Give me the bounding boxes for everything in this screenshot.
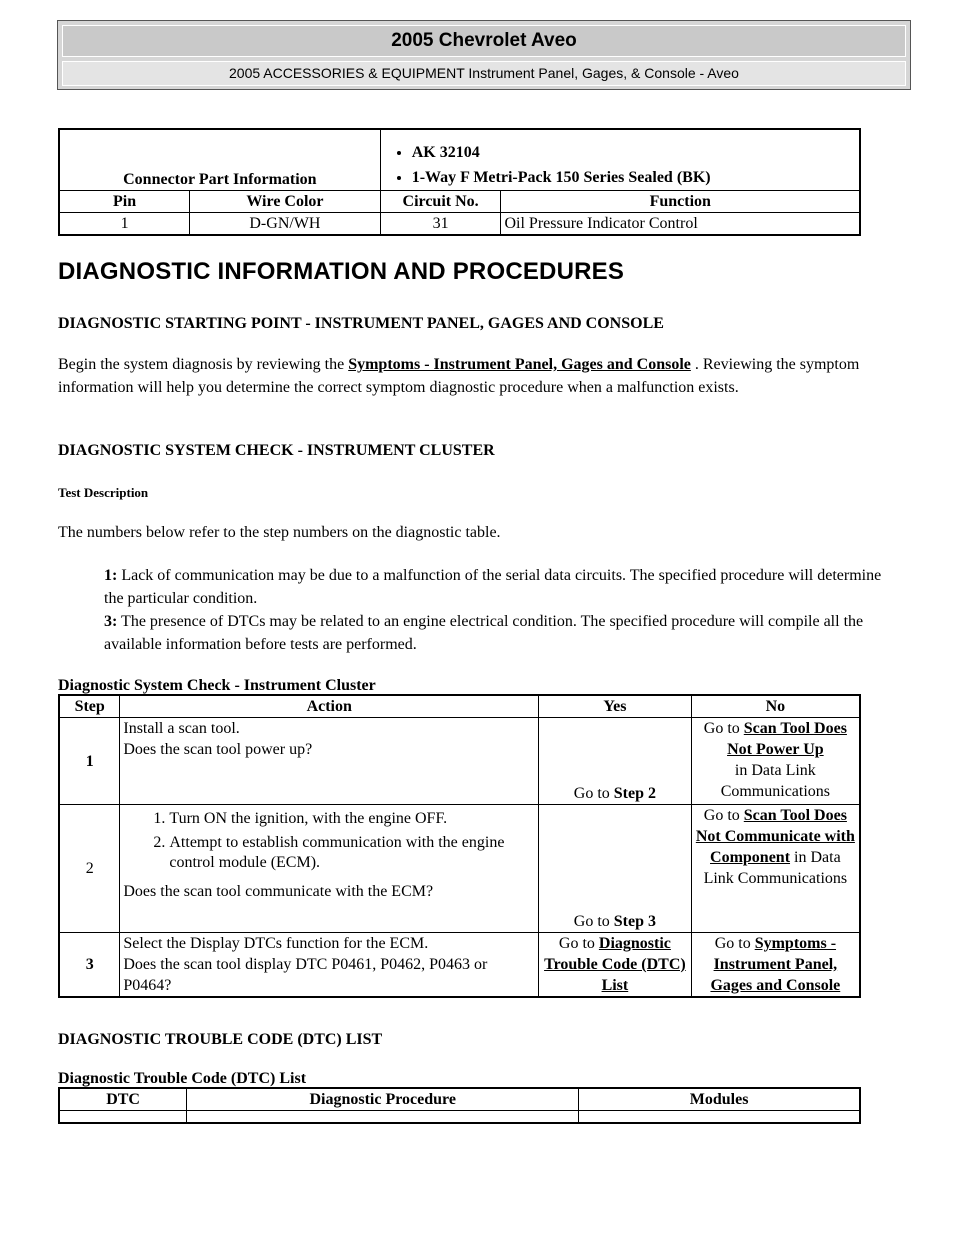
- starting-point-paragraph: [58, 353, 908, 399]
- yes-cell: [539, 718, 692, 805]
- cell-wire-color: D-GN/WH: [190, 213, 381, 236]
- connector-table: [58, 128, 861, 236]
- yes-step: Step 3: [613, 913, 657, 930]
- cell-circuit: 31: [380, 213, 501, 236]
- connector-parts-cell: [380, 129, 860, 191]
- dtc-cell: [59, 1111, 187, 1123]
- col-header-dtc: DTC: [59, 1088, 187, 1111]
- table-row: [59, 805, 860, 933]
- test-description-intro: The numbers below refer to the step numbers on the diagnostic table.: [58, 524, 501, 541]
- no-prefix: Go to: [703, 720, 744, 737]
- modules-cell: [579, 1111, 860, 1123]
- col-header-no: No: [691, 695, 860, 718]
- page-header: [57, 20, 911, 90]
- system-check-heading: DIAGNOSTIC SYSTEM CHECK - INSTRUMENT CLUSTER: [58, 442, 495, 459]
- col-header-procedure: Diagnostic Procedure: [187, 1088, 579, 1111]
- no-link[interactable]: Symptoms - Instrument Panel, Gages and Console: [710, 935, 841, 994]
- connector-label: Connector Part Information: [123, 171, 317, 188]
- note-text: The presence of DTCs may be related to an engine electrical condition. The specified procedure will compile all the available information before tests are performed.: [104, 613, 864, 653]
- yes-cell: [539, 805, 692, 933]
- no-suffix: in Data Link Communications: [720, 762, 831, 800]
- symptoms-link[interactable]: Symptoms - Instrument Panel, Gages and Console: [348, 356, 691, 373]
- table-row: [59, 1111, 860, 1123]
- col-header-step: Step: [59, 695, 120, 718]
- action-item: 1. Turn ON the ignition, with the engine OFF.: [169, 809, 535, 829]
- col-header-yes: Yes: [539, 695, 692, 718]
- dtc-list-heading: DIAGNOSTIC TROUBLE CODE (DTC) LIST: [58, 1031, 383, 1048]
- dtc-table: [58, 1087, 861, 1124]
- step-number: 2: [59, 805, 120, 933]
- note-step-1: [104, 564, 904, 610]
- step-number: 3: [59, 933, 120, 998]
- action-list: [123, 809, 535, 873]
- action-line: Install a scan tool.: [123, 720, 240, 737]
- col-header-action: Action: [120, 695, 539, 718]
- no-link[interactable]: Scan Tool Does Not Communicate with Component: [695, 807, 855, 866]
- action-line: Does the scan tool power up?: [123, 741, 313, 758]
- starting-point-heading: DIAGNOSTIC STARTING POINT - INSTRUMENT PANEL, GAGES AND CONSOLE: [58, 315, 664, 332]
- connector-parts-list: [384, 140, 856, 190]
- no-prefix: Go to: [714, 935, 755, 952]
- cell-pin: 1: [59, 213, 190, 236]
- note-step-3: [104, 610, 904, 656]
- yes-step: Step 2: [613, 785, 657, 802]
- connector-label-cell: [59, 129, 380, 191]
- action-line: Select the Display DTCs function for the ECM.: [123, 935, 429, 952]
- header-title: 2005 Chevrolet Aveo: [62, 25, 906, 57]
- no-cell: [691, 805, 860, 933]
- col-header-pin: Pin: [59, 191, 190, 213]
- action-question: Does the scan tool communicate with the ECM?: [123, 883, 434, 900]
- table-row: [59, 718, 860, 805]
- action-line: Does the scan tool display DTC P0461, P0462, P0463 or P0464?: [123, 956, 488, 994]
- connector-part: • AK 32104: [412, 140, 856, 165]
- cell-function: Oil Pressure Indicator Control: [501, 213, 860, 236]
- no-prefix: Go to: [703, 807, 744, 824]
- yes-prefix: Go to: [573, 913, 614, 930]
- starting-point-text: Begin the system diagnosis by reviewing the: [58, 356, 349, 373]
- connector-part: • 1-Way F Metri-Pack 150 Series Sealed (BK): [412, 165, 856, 190]
- section-title: DIAGNOSTIC INFORMATION AND PROCEDURES: [58, 258, 625, 285]
- yes-prefix: Go to: [558, 935, 599, 952]
- procedure-cell: [187, 1111, 579, 1123]
- action-cell: [120, 718, 539, 805]
- header-subtitle: 2005 ACCESSORIES & EQUIPMENT Instrument Panel, Gages, & Console - Aveo: [62, 61, 906, 86]
- yes-cell: [539, 933, 692, 998]
- yes-prefix: Go to: [573, 785, 614, 802]
- no-link[interactable]: Scan Tool Does Not Power Up: [727, 720, 847, 758]
- action-cell: [120, 805, 539, 933]
- no-cell: [691, 718, 860, 805]
- note-number: 3:: [104, 613, 118, 630]
- note-text: Lack of communication may be due to a malfunction of the serial data circuits. The specified procedure will determine the particular condition.: [104, 567, 882, 607]
- col-header-wire-color: Wire Color: [190, 191, 381, 213]
- step-number: 1: [59, 718, 120, 805]
- no-cell: [691, 933, 860, 998]
- action-cell: [120, 933, 539, 998]
- test-description-heading: Test Description: [58, 485, 149, 500]
- col-header-modules: Modules: [579, 1088, 860, 1111]
- table-row: [59, 933, 860, 998]
- col-header-function: Function: [501, 191, 860, 213]
- action-item: 2. Attempt to establish communication with the engine control module (ECM).: [169, 833, 535, 873]
- col-header-circuit: Circuit No.: [380, 191, 501, 213]
- system-check-table: [58, 694, 861, 998]
- yes-link[interactable]: Diagnostic Trouble Code (DTC) List: [544, 935, 686, 994]
- dtc-table-caption: Diagnostic Trouble Code (DTC) List: [58, 1070, 307, 1087]
- starting-point-text-after: . Reviewing the symptom information will help you determine the correct symptom diagnostic procedure when a malfunction exists.: [58, 356, 860, 396]
- note-number: 1:: [104, 567, 118, 584]
- no-suffix: in Data Link Communications: [703, 849, 848, 887]
- system-check-table-caption: Diagnostic System Check - Instrument Cluster: [58, 677, 376, 694]
